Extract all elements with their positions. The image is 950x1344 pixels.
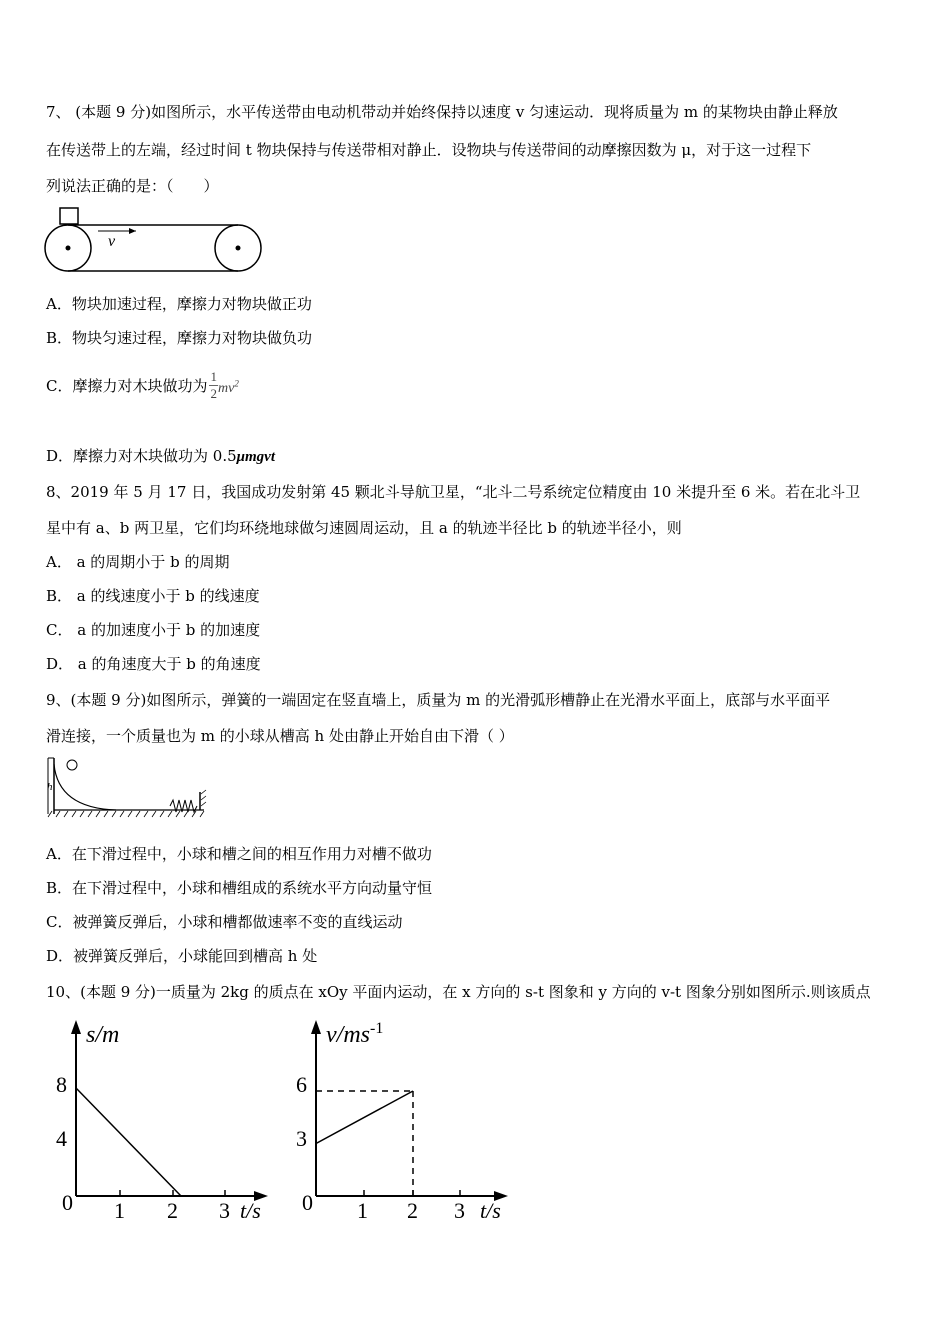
q9-stem-line2: 滑连接，一个质量也为 m 的小球从槽高 h 处由静止开始自由下滑（ ）: [46, 727, 514, 745]
x-axis-label: t/s: [240, 1198, 261, 1223]
q7-option-c-text: C．摩擦力对木块做功为: [46, 376, 208, 395]
q8-option-d: D． a 的角速度大于 b 的角速度: [46, 655, 261, 673]
q7-stem-line2: 在传送带上的左端，经过时间 t 物块保持与传送带相对静止．设物块与传送带间的动摩擦因数为 μ，对于这一过程下: [46, 141, 812, 159]
tick-y-6: 6: [296, 1072, 307, 1097]
q7-option-a: A．物块加速过程，摩擦力对物块做正功: [46, 295, 312, 313]
q8-option-c: C． a 的加速度小于 b 的加速度: [46, 621, 261, 639]
q7-option-b: B．物块匀速过程，摩擦力对物块做负功: [46, 329, 313, 347]
tick-x-0: 0: [302, 1190, 313, 1215]
s-t-chart: [50, 1018, 282, 1228]
q8-stem-line1: 8、2019 年 5 月 17 日，我国成功发射第 45 颗北斗导航卫星，“北斗二号系统定位精度由 10 米提升至 6 米。若在北斗卫: [46, 483, 861, 501]
q7-option-d-expr: μmgvt: [236, 449, 275, 465]
slope-spring-figure: [44, 756, 210, 820]
tick-x-2: 2: [167, 1198, 178, 1223]
v-t-series-line: [316, 1091, 413, 1144]
block: [60, 208, 78, 224]
tick-x-3: 3: [454, 1198, 465, 1223]
q9-stem-line1: 9、(本题 9 分)如图所示，弹簧的一端固定在竖直墙上，质量为 m 的光滑弧形槽静止在光滑水平面上，底部与水平面平: [46, 691, 831, 709]
y-axis-label: $v/ms^{-1}$: [326, 1020, 384, 1048]
tick-x-2: 2: [407, 1198, 418, 1223]
s-t-series-line: [76, 1088, 181, 1196]
tick-y-8: 8: [56, 1072, 67, 1097]
conveyor-belt-figure: [44, 206, 266, 276]
q7-option-c: [46, 368, 239, 404]
y-axis-label: s/m: [86, 1022, 120, 1048]
fraction-one-half: $\frac{1}{2}$: [210, 369, 217, 402]
x-axis-label: t/s: [480, 1198, 501, 1223]
q8-option-a: A． a 的周期小于 b 的周期: [46, 553, 230, 571]
ball: [67, 760, 77, 770]
q8-option-b: B． a 的线速度小于 b 的线速度: [46, 587, 260, 605]
q7-option-d: D．摩擦力对木块做功为 0.5μmgvt: [46, 447, 275, 465]
q10-stem-line1: 10、(本题 9 分)一质量为 2kg 的质点在 xOy 平面内运动，在 x 方向的 s-t 图象和 y 方向的 v-t 图象分别如图所示.则该质点: [46, 983, 871, 1001]
q9-option-b: B．在下滑过程中，小球和槽组成的系统水平方向动量守恒: [46, 879, 433, 897]
q7-stem-line1: 7、 (本题 9 分)如图所示，水平传送带由电动机带动并始终保持以速度 v 匀速运动．现将质量为 m 的某物块由静止释放: [46, 103, 838, 121]
tick-y-3: 3: [296, 1126, 307, 1151]
arc-groove: [54, 764, 116, 810]
q9-option-c: C．被弹簧反弹后，小球和槽都做速率不变的直线运动: [46, 913, 403, 931]
q9-option-a: A．在下滑过程中，小球和槽之间的相互作用力对槽不做功: [46, 845, 432, 863]
q9-option-d: D．被弹簧反弹后，小球能回到槽高 h 处: [46, 947, 318, 965]
height-label: h: [47, 781, 53, 793]
tick-x-1: 1: [357, 1198, 368, 1223]
tick-x-1: 1: [114, 1198, 125, 1223]
q7-stem-line3: 列说法正确的是：（ ）: [46, 177, 219, 195]
tick-x-0: 0: [62, 1190, 73, 1215]
q8-stem-line2: 星中有 a、b 两卫星，它们均环绕地球做匀速圆周运动，且 a 的轨迹半径比 b 的轨迹半径小，则: [46, 519, 682, 537]
v-t-chart: [288, 1018, 520, 1228]
velocity-label: v: [108, 233, 116, 250]
tick-y-4: 4: [56, 1126, 67, 1151]
mv-squared: $mv^2$: [217, 378, 239, 396]
tick-x-3: 3: [219, 1198, 230, 1223]
